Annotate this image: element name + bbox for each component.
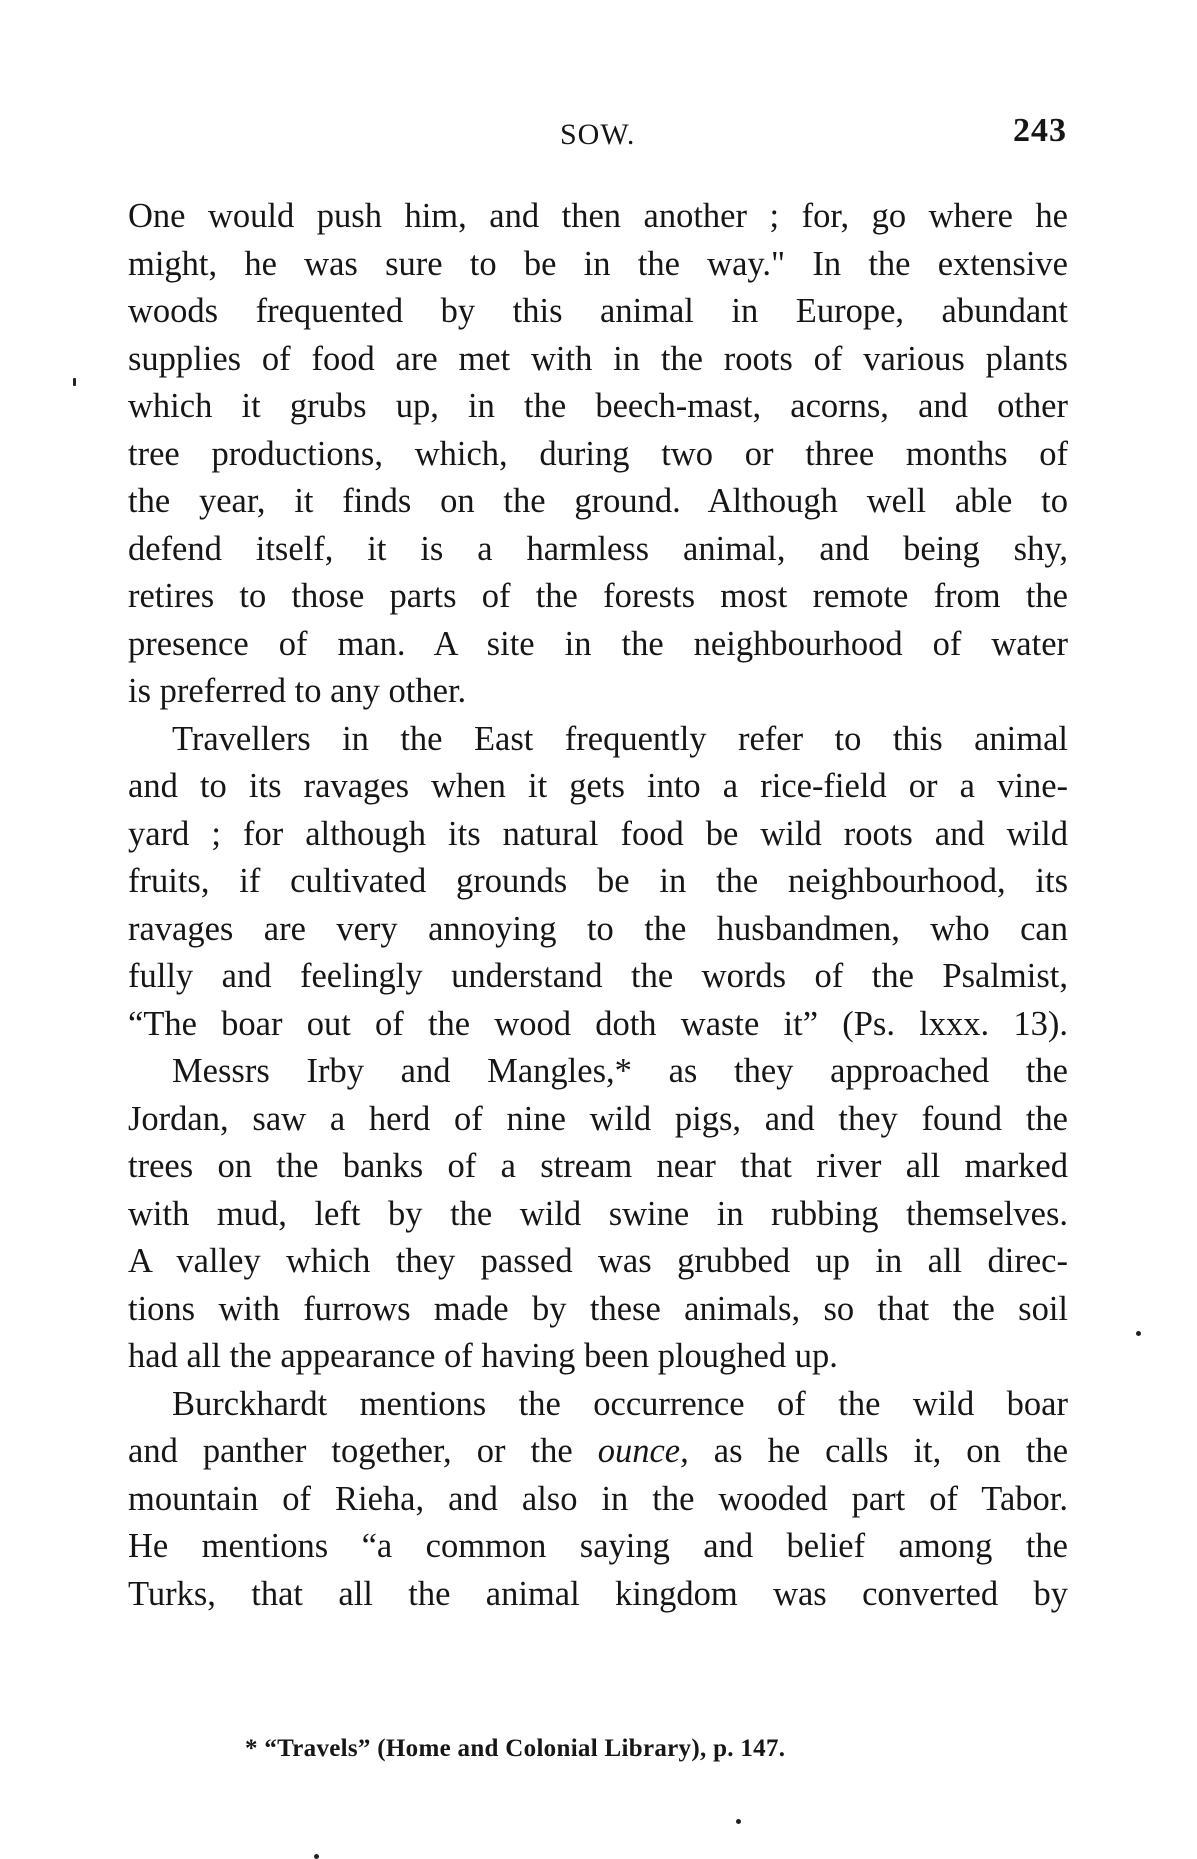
text-line: had all the appearance of having been ploughed up. [128,1337,838,1375]
text-line: the year, it finds on the ground. Although well able to [128,482,1068,520]
text-line: presence of man. A site in the neighbourhood of water [128,624,1068,663]
text-line: supplies of food are met with in the roots of various plants [128,339,1068,378]
paragraph-2 [128,716,1068,1049]
text-run: and panther together, or the [128,1432,598,1470]
text-line: One would push him, and then another ; for, go where he [128,197,1068,235]
italic-word: ounce, [597,1432,689,1470]
paragraph-4 [128,1381,1068,1619]
text-line-with-italic [128,1428,1068,1476]
text-line: Turks, that all the animal kingdom was converted by [128,1574,1068,1613]
paragraph-3 [128,1048,1068,1381]
text-line: woods frequented by this animal in Europe, abundant [128,292,1068,330]
scan-speck [73,378,76,386]
text-line: might, he was sure to be in the way." In the extensive [128,244,1068,283]
text-run: as he calls it, on the [688,1432,1069,1470]
text-line: and to its ravages when it gets into a rice-field or a vine- [128,767,1068,805]
scan-speck [736,1819,741,1824]
footnote: * “Travels” (Home and Colonial Library), p. 147. [245,1735,786,1762]
text-line: Burckhardt mentions the occurrence of the wild boar [172,1384,1068,1423]
text-line: ravages are very annoying to the husbandmen, who can [128,909,1068,948]
text-line: retires to those parts of the forests most remote from the [128,577,1068,615]
paragraph-1 [128,193,1068,716]
text-line: which it grubs up, in the beech-mast, acorns, and other [128,387,1068,425]
text-line: He mentions “a common saying and belief among the [128,1527,1068,1565]
text-line: Jordan, saw a herd of nine wild pigs, and they found the [128,1099,1068,1138]
text-line: A valley which they passed was grubbed up in all direc- [128,1242,1068,1280]
text-line: yard ; for although its natural food be wild roots and wild [128,814,1068,853]
text-line: trees on the banks of a stream near that river all marked [128,1147,1068,1185]
page-number: 243 [1013,112,1067,149]
text-line: mountain of Rieha, and also in the wooded part of Tabor. [128,1479,1068,1518]
running-head [0,108,1197,158]
running-head-title: SOW. [560,118,636,151]
text-line: tions with furrows made by these animals, so that the soil [128,1289,1068,1328]
text-line: Travellers in the East frequently refer to this animal [172,719,1068,758]
body-text [128,193,1068,1618]
text-line: Messrs Irby and Mangles,* as they approached the [172,1052,1068,1090]
text-line: fruits, if cultivated grounds be in the neighbourhood, its [128,862,1068,900]
text-line: is preferred to any other. [128,672,467,710]
text-line: fully and feelingly understand the words of the Psalmist, [128,957,1068,995]
text-line: “The boar out of the wood doth waste it” (Ps. lxxx. 13). [128,1004,1068,1043]
text-line: tree productions, which, during two or three months of [128,434,1068,473]
text-line: with mud, left by the wild swine in rubbing themselves. [128,1194,1068,1233]
scan-speck [1136,1331,1141,1336]
text-line: defend itself, it is a harmless animal, and being shy, [128,529,1068,568]
scan-speck [314,1854,319,1859]
